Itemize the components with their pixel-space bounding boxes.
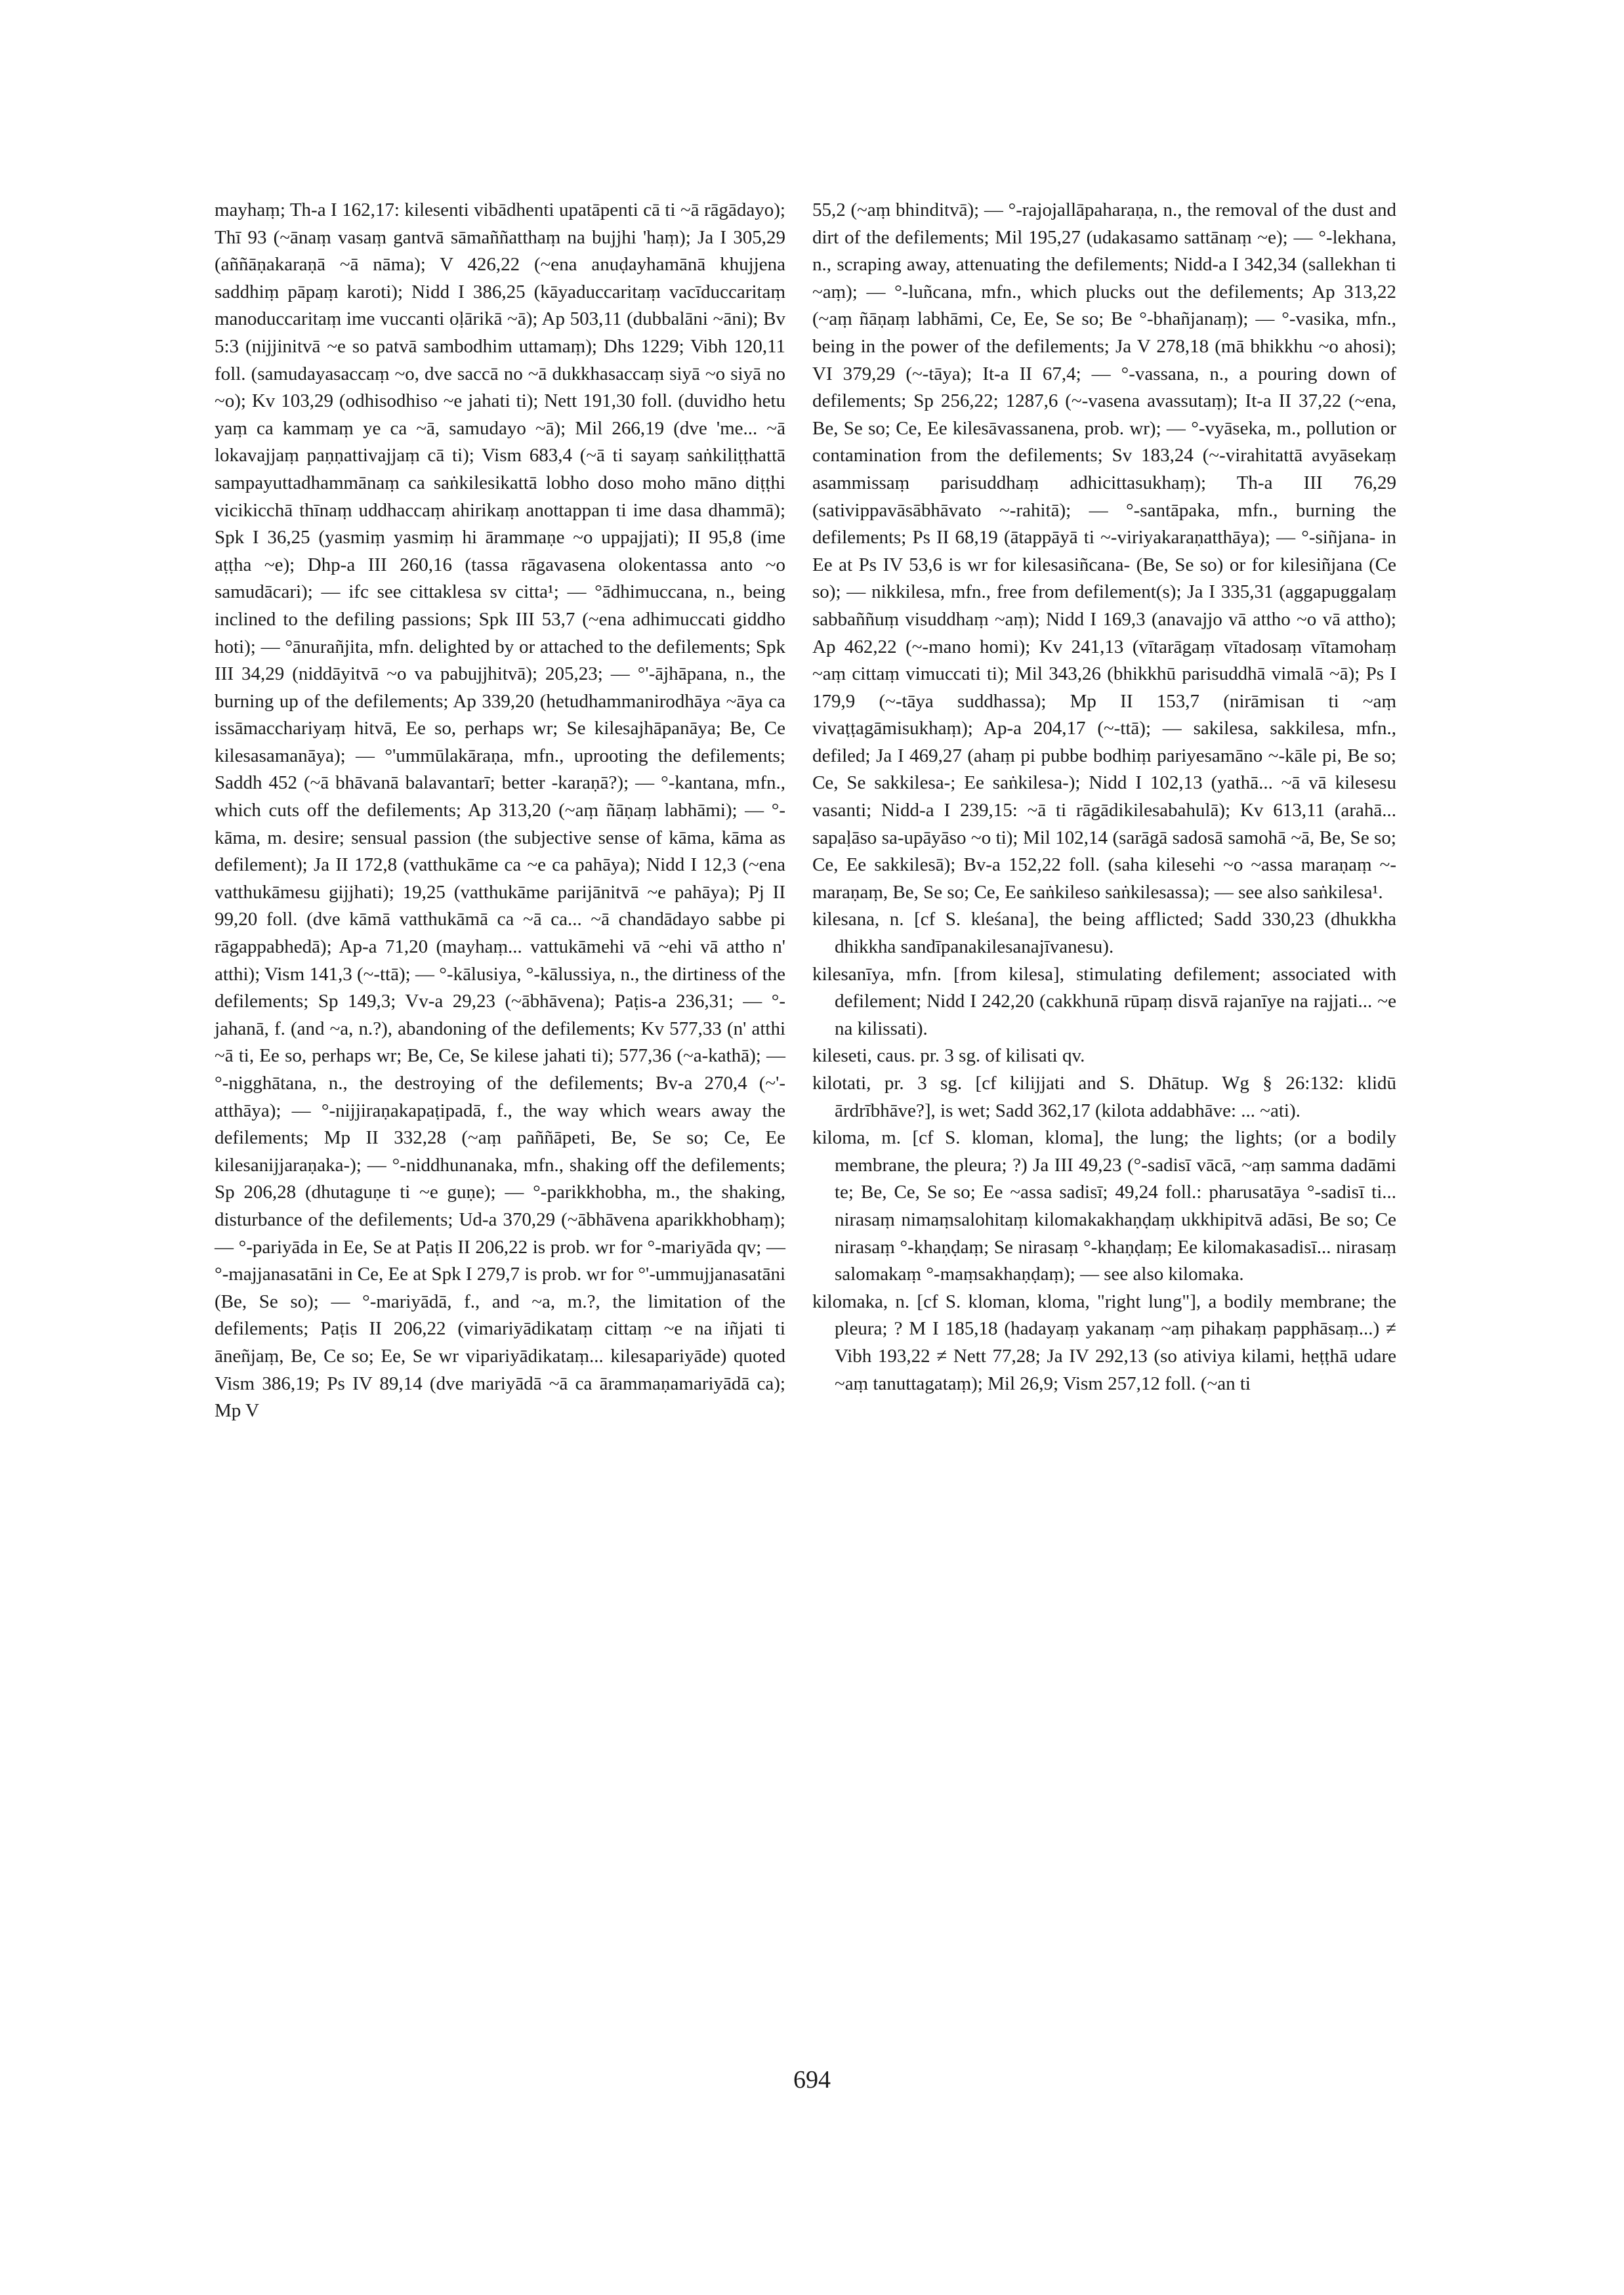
entry-kilesana: kilesana, n. [cf S. kleśana], the being afflicted; Sadd 330,23 (dhukkha dhikkha sandīpanakilesanajīvanesu).	[812, 909, 1396, 958]
left-column-text: mayhaṃ; Th-a I 162,17: kilesenti vibādhenti upatāpenti cā ti ~ā rāgādayo); Thī 93 (~ānaṃ vasaṃ gantvā sāmaññatthaṃ na bujjhi 'haṃ); Ja I 305,29 (aññāṇakaraṇā ~ā nāma); V 426,22 (~ena anuḍayhamānā khujjena saddhiṃ pāpaṃ karoti); Nidd I 386,25 (kāyaduccaritaṃ vacīduccaritaṃ manoduccaritaṃ ime vuccanti oḷārikā ~ā); Ap 503,11 (dubbalāni ~āni); Bv 5:3 (nijjinitvā ~e so patvā sambodhim uttamaṃ); Dhs 1229; Vibh 120,11 foll. (samudayasaccaṃ ~o, dve saccā no ~ā dukkhasaccaṃ siyā ~o siyā no ~o); Kv 103,29 (odhisodhiso ~e jahati ti); Nett 191,30 foll. (duvidho hetu yaṃ ca kammaṃ ye ca ~ā, samudayo ~ā); Mil 266,19 (dve 'me... ~ā lokavajjaṃ paṇṇattivajjaṃ cā ti); Vism 683,4 (~ā ti sayaṃ saṅkiliṭṭhattā sampayuttadhammānaṃ ca saṅkilesikattā lobho doso moho māno diṭṭhi vicikicchā thīnaṃ uddhaccaṃ ahirikaṃ anottappan ti ime dasa dhammā); Spk I 36,25 (yasmiṃ yasmiṃ hi ārammaṇe ~o uppajjati); II 95,8 (ime aṭṭha ~e); Dhp-a III 260,16 (tassa rāgavasena olokentassa anto ~o samudācari); — ifc see cittaklesa sv citta¹; — °ādhimuccana, n., being inclined to the defiling passions; Spk III 53,7 (~ena adhimuccati giddho hoti); — °ānurañjita, mfn. delighted by or attached to the defilements; Spk III 34,29 (niddāyitvā ~o va pabujjhitvā); 205,23; — °'-ājhāpana, n., the burning up of the defilements; Ap 339,20 (hetudhammanirodhāya ~āya ca issāmacchariyaṃ hitvā, Ee so, perhaps wr; Se kilesajhāpanāya; Be, Ce kilesasamanāya); — °'ummūlakāraṇa, mfn., uprooting the defilements; Saddh 452 (~ā bhāvanā balavantarī; better -karaṇā?); — °-kantana, mfn., which cuts off the defilements; Ap 313,20 (~aṃ ñāṇaṃ labhāmi); — °-kāma, m. desire; sensual passion (the subjective sense of kāma, kāma as defilement); Ja II 172,8 (vatthukāme ca ~e ca pahāya); Nidd I 12,3 (~ena vatthukāmesu gijjhati); 19,25 (vatthukāme parijānitvā ~e pahāya); Pj II 99,20 foll. (dve kāmā vatthukāmā ca ~ā ca... ~ā chandādayo sabbe pi rāgappabhedā); Ap-a 71,20 (mayhaṃ... vattukāmehi vā ~ehi vā attho n' atthi); Vism 141,3 (~-ttā); — °-kālusiya, °-kālussiya, n., the dirtiness of the defilements; Sp 149,3; Vv-a 29,23 (~ābhāvena); Paṭis-a 236,31; — °-jahanā, f. (and ~a, n.?), abandoning of the defilements; Kv 577,33 (n' atthi ~ā ti, Ee so, perhaps wr; Be, Ce, Se kilese jahati ti); 577,36 (~a-kathā); — °-nigghātana, n., the destroying of the defilements; Bv-a 270,4 (~'-atthāya); — °-nijjiraṇakapaṭipadā, f., the way which wears away the defilements; Mp II 332,28 (~aṃ paññāpeti, Be, Se so; Ce, Ee kilesanijjaraṇaka-); — °-niddhunanaka, mfn., shaking off the defilements; Sp 206,28 (dhutaguṇe ti ~e guṇe); — °-parikkhobha, m., the shaking, disturbance of the defilements; Ud-a 370,29 (~ābhāvena aparikkhobhaṃ); — °-pariyāda in Ee, Se at Paṭis II 206,22 is prob. wr for °-mariyāda qv; — °-majjanasatāni in Ce, Ee at Spk I 279,7 is prob. wr for °'-ummujjanasatāni (Be, Se so); — °-mariyādā, f., and ~a, m.?, the limitation of the defilements; Paṭis II 206,22 (vimariyādikataṃ cittaṃ ~e na iñjati ti āneñjaṃ, Be, Ce so; Ee, Se wr vipariyādikataṃ... kilesapariyāde) quoted Vism 386,19; Ps IV 89,14 (dve mariyādā ~ā ca ārammaṇamariyādā ca); Mp V	[215, 199, 786, 1422]
entry-kilesaniya: kilesanīya, mfn. [from kilesa], stimulating defilement; associated with defilement; Nidd I 242,20 (cakkhunā rūpaṃ disvā rajanīye na rajjati... ~e na kilissati).	[812, 963, 1396, 1039]
page-number: 694	[793, 2066, 831, 2094]
entry-kiloma: kiloma, m. [cf S. kloman, kloma], the lung; the lights; (or a bodily membrane, the pleura; ?) Ja III 49,23 (°-sadisī vācā, ~aṃ samma dadāmi te; Be, Ce, Se so; Ee ~assa sadisī; 49,24 foll.: pharusatāya °-sadisī ti... nirasaṃ nimaṃsalohitaṃ kilomakakhaṇḍaṃ ukkhipitvā adāsi, Be so; Ce nirasaṃ °-khaṇḍaṃ; Se nirasaṃ °-khaṇḍaṃ; Ee kilomakasadisī... nirasaṃ salomakaṃ °-maṃsakhaṇḍaṃ); — see also kilomaka.	[812, 1127, 1396, 1285]
entry-kilotati: kilotati, pr. 3 sg. [cf kilijjati and S. Dhātup. Wg § 26:132: klidū ārdrībhāve?], is wet; Sadd 362,17 (kilota addabhāve: ... ~ati).	[812, 1073, 1396, 1121]
right-column-continuation: 55,2 (~aṃ bhinditvā); — °-rajojallāpaharaṇa, n., the removal of the dust and dirt of the defilements; Mil 195,27 (udakasamo sattānaṃ ~e); — °-lekhana, n., scraping away, attenuating the defilements; Nidd-a I 342,34 (sallekhan ti ~aṃ); — °-luñcana, mfn., which plucks out the defilements; Ap 313,22 (~aṃ ñāṇaṃ labhāmi, Ce, Ee, Se so; Be °-bhañjanaṃ); — °-vasika, mfn., being in the power of the defilements; Ja V 278,18 (mā bhikkhu ~o ahosi); VI 379,29 (~-tāya); It-a II 67,4; — °-vassana, n., a pouring down of defilements; Sp 256,22; 1287,6 (~-vasena avassutaṃ); It-a II 37,22 (~ena, Be, Se so; Ce, Ee kilesāvassanena, prob. wr); — °-vyāseka, m., pollution or contamination from the defilements; Sv 183,24 (~-virahitattā avyāsekaṃ asammissaṃ parisuddhaṃ adhicittasukhaṃ); Th-a III 76,29 (sativippavāsābhāvato ~-rahitā); — °-santāpaka, mfn., burning the defilements; Ps II 68,19 (ātappāyā ti ~-viriyakaraṇatthāya); — °-siñjana- in Ee at Ps IV 53,6 is wr for kilesasiñcana- (Be, Se so) or for kilesiñjana (Ce so); — nikkilesa, mfn., free from defilement(s); Ja I 335,31 (aggapuggalaṃ sabbaññuṃ visuddhaṃ ~aṃ); Nidd I 169,3 (anavajjo vā attho ~o vā attho); Ap 462,22 (~-mano homi); Kv 241,13 (vītarāgaṃ vītadosaṃ vītamohaṃ ~aṃ cittaṃ vimuccati ti); Mil 343,26 (bhikkhū parisuddhā vimalā ~ā); Ps I 179,9 (~-tāya suddhassa); Mp II 153,7 (nirāmisan ti ~aṃ vivaṭṭagāmisukhaṃ); Ap-a 204,17 (~-ttā); — sakilesa, sakkilesa, mfn., defiled; Ja I 469,27 (ahaṃ pi pubbe bodhiṃ pariyesamāno ~-kāle pi, Be so; Ce, Se sakkilesa-; Ee saṅkilesa-); Nidd I 102,13 (yathā... ~ā vā kilesesu vasanti; Nidd-a I 239,15: ~ā ti rāgādikilesabahulā); Kv 613,11 (arahā... sapaḷāso sa-upāyāso ~o ti); Mil 102,14 (sarāgā sadosā samohā ~ā, Be, Se so; Ce, Ee sakkilesā); Bv-a 152,22 foll. (saha kilesehi ~o ~assa maraṇaṃ ~-maraṇaṃ, Be, Se so; Ce, Ee saṅkileso saṅkilesassa); — see also saṅkilesa¹.	[812, 199, 1396, 903]
entry-kilomaka: kilomaka, n. [cf S. kloman, kloma, "right lung"], a bodily membrane; the pleura; ? M I 185,18 (hadayaṃ yakanaṃ ~aṃ pihakaṃ papphāsaṃ...) ≠ Vibh 193,22 ≠ Nett 77,28; Ja IV 292,13 (so ativiya kilami, heṭṭhā udare ~aṃ tanuttagataṃ); Mil 26,9; Vism 257,12 foll. (~an ti	[812, 1291, 1396, 1394]
left-column	[215, 197, 785, 1425]
entry-kileseti: kileseti, caus. pr. 3 sg. of kilisati qv.	[812, 1045, 1085, 1067]
right-column	[812, 197, 1396, 1397]
